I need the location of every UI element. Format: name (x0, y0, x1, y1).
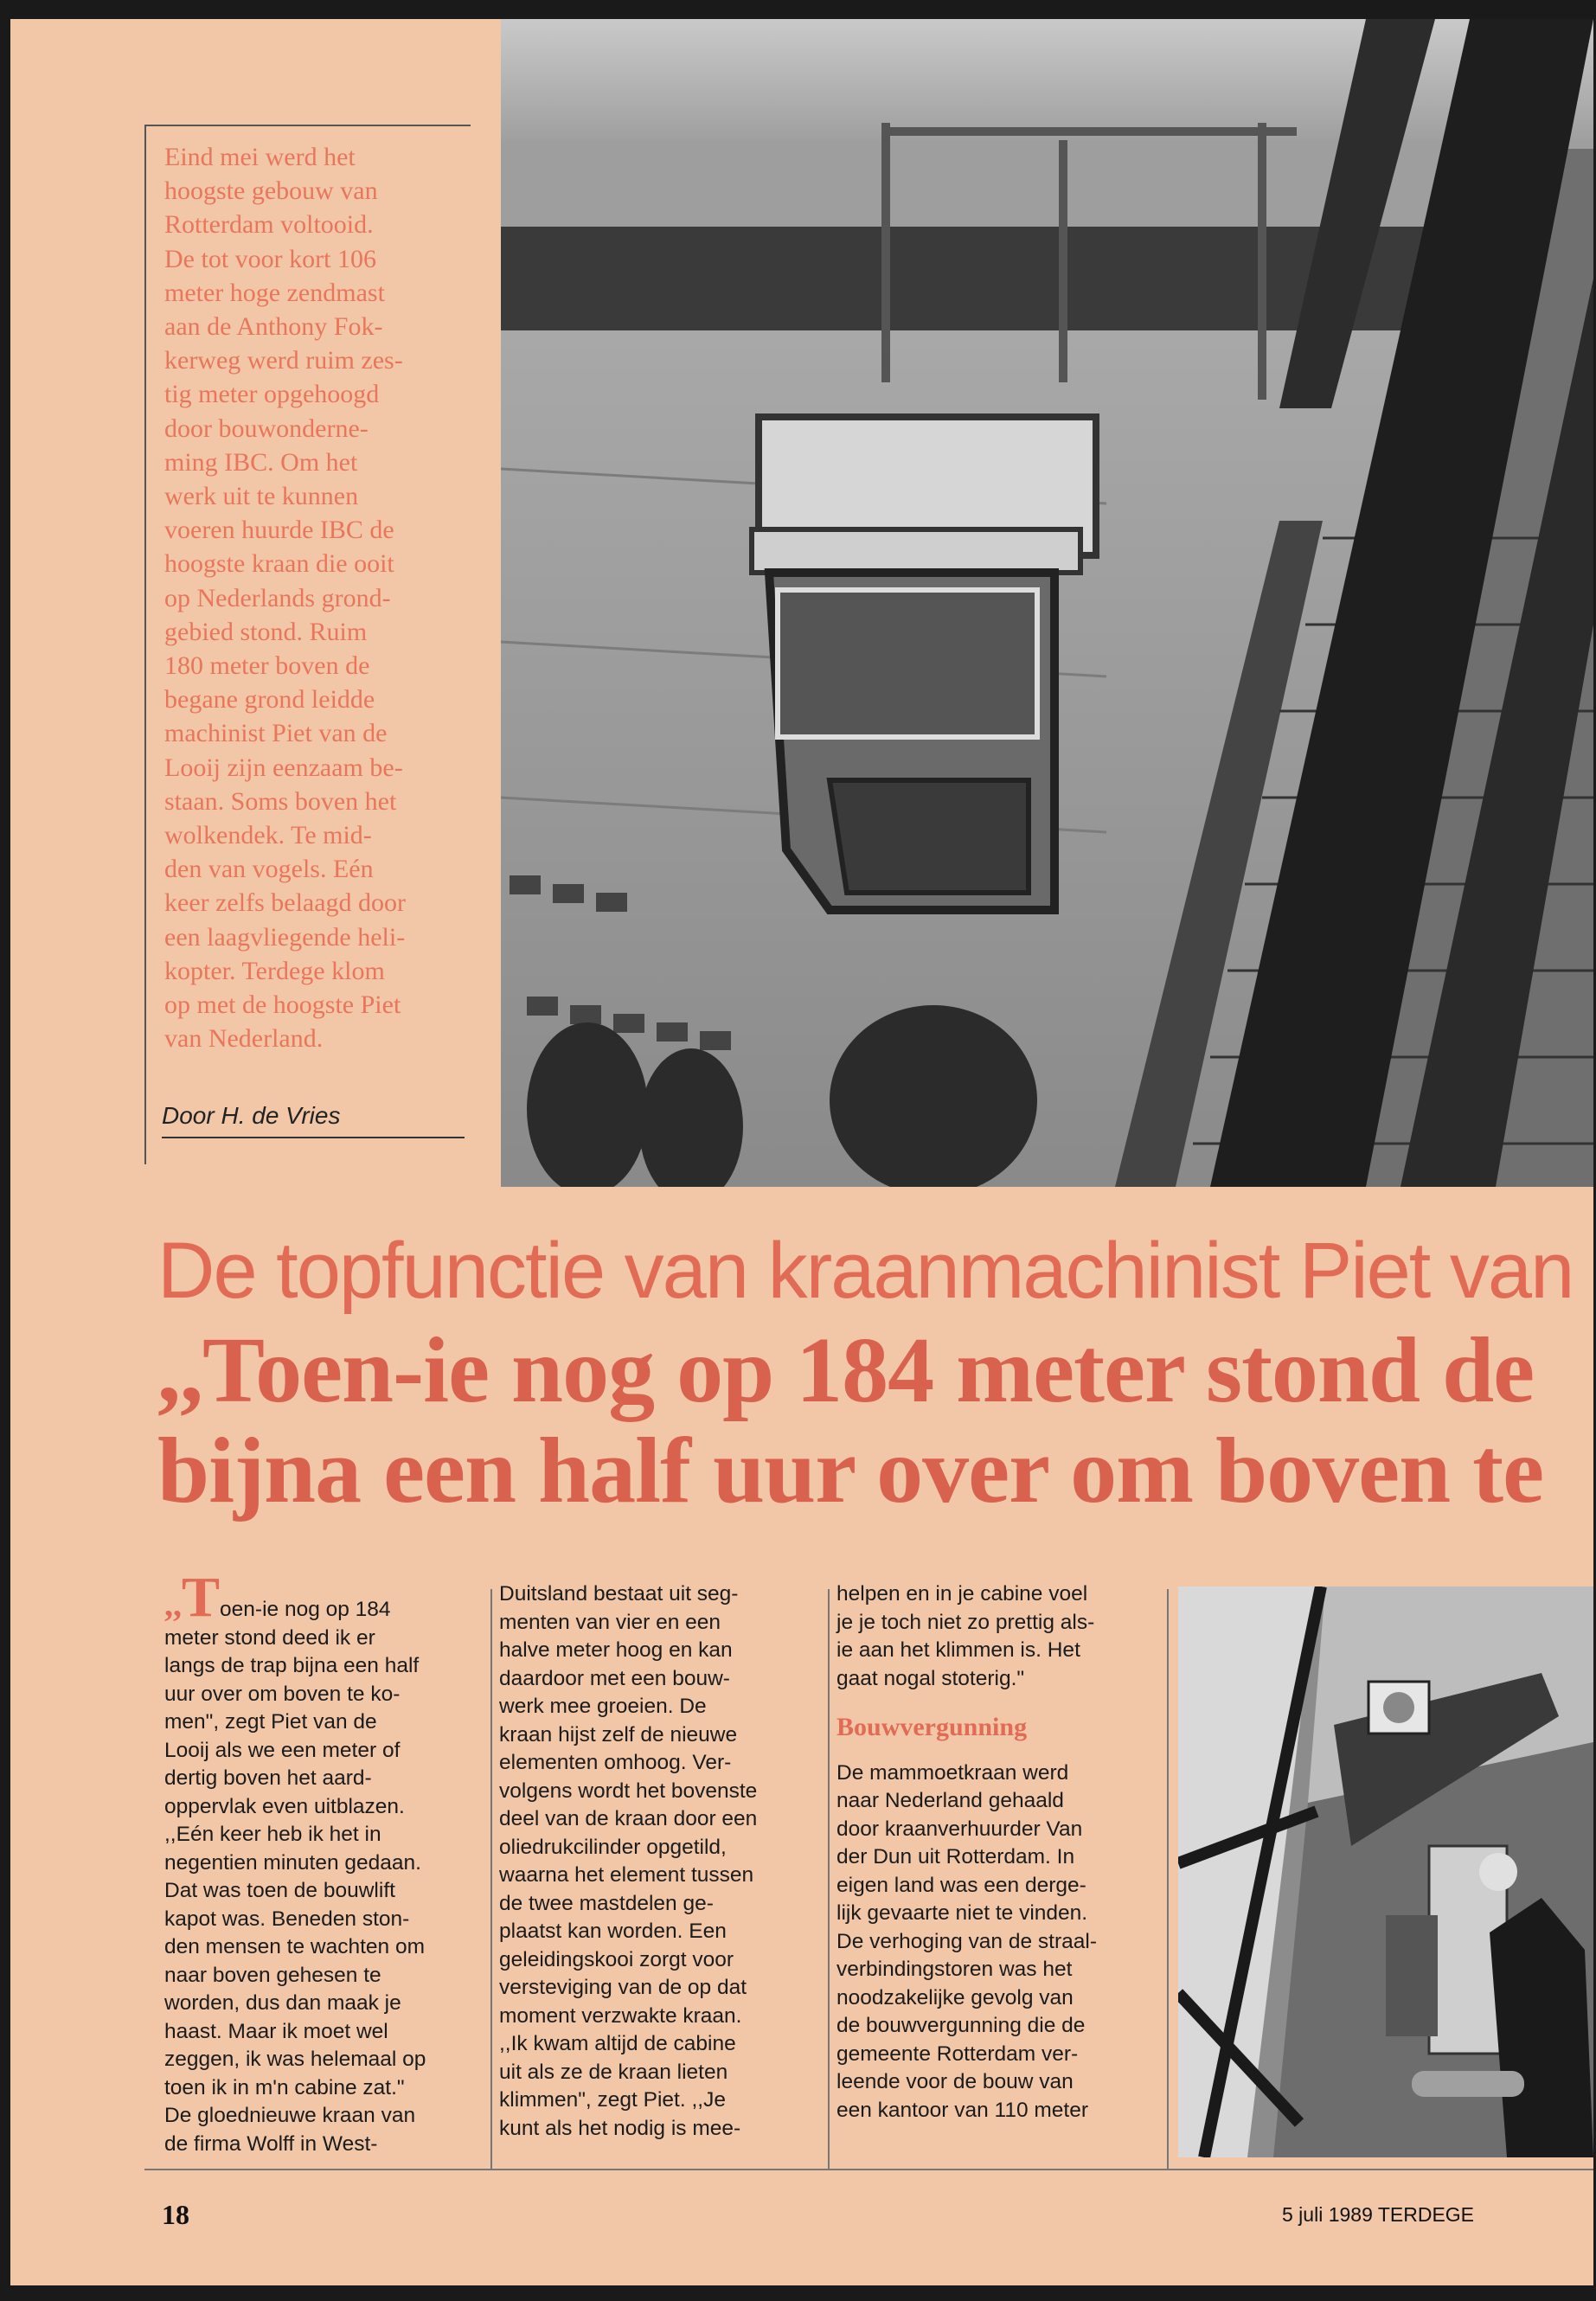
intro-line: kerweg werd ruim zes- (164, 346, 403, 375)
headline-line: ,,Toen-ie nog op 184 meter stond de (157, 1319, 1535, 1422)
body-line: versteviging van de op dat (499, 1976, 747, 1999)
intro-line: kopter. Terdege klom (164, 956, 385, 985)
intro-line: machinist Piet van de (164, 719, 388, 748)
body-line: de firma Wolff in West- (164, 2131, 378, 2156)
intro-line: 180 meter boven de (164, 651, 370, 681)
intro-line: meter hoge zendmast (164, 278, 385, 307)
cabin-interior-illustration (1178, 1586, 1593, 2157)
body-line: elementen omhoog. Ver- (499, 1751, 732, 1774)
intro-line: keer zelfs belaagd door (164, 888, 407, 918)
body-line: toen ik in m'n cabine zat." (164, 2075, 405, 2099)
page-number: 18 (162, 2199, 189, 2230)
body-line: Duitsland bestaat uit seg- (499, 1582, 739, 1606)
magazine-page (10, 19, 1593, 2285)
crane-cabin-photo (501, 19, 1593, 1187)
body-line: daardoor met een bouw- (499, 1666, 730, 1690)
kicker-headline: De topfunctie van kraanmachinist Piet van (157, 1227, 1574, 1315)
intro-line: voeren huurde IBC de (164, 516, 394, 545)
body-line: negentien minuten gedaan. (164, 1850, 421, 1875)
byline: Door H. de Vries (162, 1102, 465, 1138)
intro-line: Looij zijn eenzaam be- (164, 753, 403, 782)
intro-line: op met de hoogste Piet (164, 990, 401, 1020)
body-line: werk mee groeien. De (499, 1695, 707, 1718)
body-line: De mammoetkraan werd (836, 1760, 1069, 1785)
intro-line: door bouwonderne- (164, 413, 369, 443)
body-line: uur over om boven te ko- (164, 1682, 401, 1706)
body-line: halve meter hoog en kan (499, 1638, 733, 1662)
body-line: kunt als het nodig is mee- (499, 2116, 741, 2140)
body-line: eigen land was een derge- (836, 1873, 1086, 1897)
body-line: ,,Eén keer heb ik het in (164, 1823, 381, 1846)
headline-line: bijna een half uur over om boven te (157, 1420, 1544, 1522)
drop-cap: T (182, 1566, 221, 1629)
intro-line: wolkendek. Te mid- (164, 821, 372, 850)
body-line: uit als ze de kraan lieten (499, 2060, 728, 2084)
body-line: worden, dus dan maak je (164, 1991, 401, 2015)
intro-line: gebied stond. Ruim (164, 617, 368, 646)
body-line: plaatst kan worden. Een (499, 1920, 727, 1943)
body-line: dertig boven het aard- (164, 1766, 372, 1790)
body-line: door kraanverhuurder Van (836, 1817, 1083, 1841)
body-line: leende voor de bouw van (836, 2070, 1074, 2093)
body-line: zeggen, ik was helemaal op (164, 2048, 426, 2071)
body-line: de bouwvergunning die de (836, 2014, 1086, 2037)
body-line: deel van de kraan door een (499, 1807, 758, 1830)
body-line: helpen en in je cabine voel (836, 1582, 1088, 1606)
intro-text (164, 140, 476, 1055)
body-line: moment verzwakte kraan. (499, 2003, 742, 2028)
body-line: volgens wordt het bovenste (499, 1779, 758, 1803)
body-line: men", zegt Piet van de (164, 1710, 377, 1734)
cabin-interior-photo (1178, 1586, 1593, 2157)
subhead-bouwvergunning: Bouwvergunning (836, 1713, 1028, 1741)
body-line: Looij als we een meter of (164, 1738, 401, 1762)
intro-line: den van vogels. Eén (164, 855, 374, 884)
opening-quote: ,, (164, 1585, 182, 1624)
body-line: een kantoor van 110 meter (836, 2098, 1089, 2122)
column-divider (828, 1589, 830, 2169)
intro-line: werk uit te kunnen (164, 482, 359, 511)
body-line: oppervlak even uitblazen. (164, 1794, 405, 1818)
body-line: lijk gevaarte niet te vinden. (836, 1901, 1088, 1925)
column-divider (490, 1589, 492, 2169)
intro-line: aan de Anthony Fok- (164, 312, 383, 342)
body-line: ,,Ik kwam altijd de cabine (499, 2032, 736, 2055)
body-line: naar boven gehesen te (164, 1963, 381, 1987)
body-line: oliedrukcilinder opgetild, (499, 1835, 727, 1859)
body-line: gemeente Rotterdam ver- (836, 2041, 1079, 2066)
intro-line: Rotterdam voltooid. (164, 210, 374, 240)
body-line: waarna het element tussen (499, 1863, 754, 1887)
body-line: Dat was toen de bouwlift (164, 1879, 395, 1902)
body-line: je je toch niet zo prettig als- (836, 1610, 1095, 1634)
body-line: den mensen te wachten om (164, 1935, 425, 1958)
body-line: naar Nederland gehaald (836, 1789, 1064, 1812)
intro-line: staan. Soms boven het (164, 786, 397, 816)
body-line: De verhoging van de straal- (836, 1929, 1097, 1953)
issue-folio: 5 juli 1989 TERDEGE (1282, 2203, 1475, 2226)
column-divider (1167, 1589, 1169, 2169)
intro-line: ming IBC. Om het (164, 447, 358, 477)
body-line: kapot was. Beneden ston- (164, 1907, 410, 1931)
body-line: der Dun uit Rotterdam. In (836, 1845, 1075, 1868)
intro-line: De tot voor kort 106 (164, 244, 376, 273)
body-line: meter stond deed ik er (164, 1625, 375, 1650)
body-line: noodzakelijke gevolg van (836, 1985, 1074, 2009)
body-column-1 (164, 1566, 484, 2158)
body-column-2 (499, 1580, 819, 2143)
bottom-rule (144, 2169, 1593, 2170)
intro-line: hoogste gebouw van (164, 176, 378, 206)
body-line: verbindingstoren was het (836, 1958, 1073, 1981)
intro-line: op Nederlands grond- (164, 583, 391, 612)
body-line: ie aan het klimmen is. Het (836, 1638, 1080, 1662)
body-line: de twee mastdelen ge- (499, 1891, 714, 1915)
intro-line: tig meter opgehoogd (164, 380, 380, 409)
intro-line: van Nederland. (164, 1024, 324, 1054)
body-line: langs de trap bijna een half (164, 1654, 420, 1677)
body-line: menten van vier en een (499, 1610, 721, 1634)
body-line: kraan hijst zelf de nieuwe (499, 1722, 738, 1747)
main-headline (157, 1321, 1593, 1522)
body-line: gaat nogal stoterig." (836, 1666, 1025, 1690)
body-line: De gloednieuwe kraan van (164, 2104, 416, 2127)
intro-line: begane grond leidde (164, 685, 375, 715)
body-column-3 (836, 1580, 1157, 2125)
first-line (164, 1566, 484, 1629)
crane-cabin-illustration (501, 19, 1593, 1187)
body-line: haast. Maar ik moet wel (164, 2019, 388, 2043)
intro-line: hoogste kraan die ooit (164, 549, 394, 579)
body-line: klimmen", zegt Piet. ,,Je (499, 2088, 726, 2112)
intro-line: Eind mei werd het (164, 143, 356, 171)
body-line: oen-ie nog op 184 (220, 1598, 391, 1621)
body-line: geleidingskooi zorgt voor (499, 1947, 734, 1971)
intro-line: een laagvliegende heli- (164, 922, 406, 952)
